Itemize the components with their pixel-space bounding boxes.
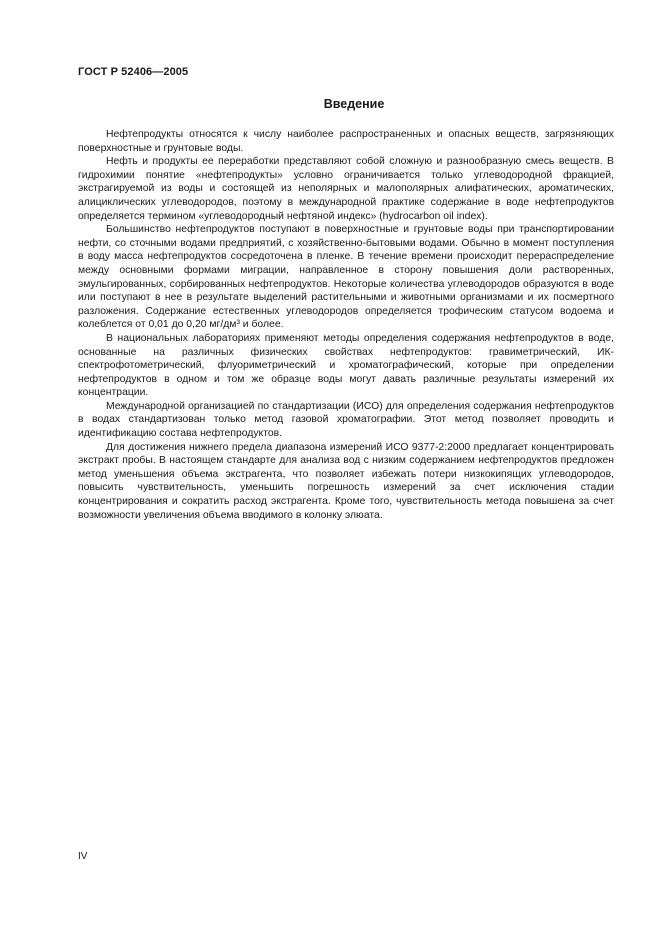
paragraph: Нефтепродукты относятся к числу наиболее распространенных и опасных веществ, загрязняющих поверхностные и грунтовые воды. [78,129,614,154]
section-title: Введение [323,97,385,111]
paragraph: Для достижения нижнего предела диапазона измерений ИСО 9377-2:2000 предлагает концентрировать экстракт пробы. В настоящем стандарте для анализа вод с низким содержанием нефтепродуктов предложен метод уменьшения объема экстрагента, что позволяет избежать потери низкокипящих углеводородов, повысить чувствительность, уменьшить погрешность измерений за счет исключения стадии концентрирования и сократить расход экстрагента. Кроме того, чувствительность метода повышена за счет возможности увеличения объема вводимого в колонку элюата. [78,441,614,521]
paragraph: Международной организацией по стандартизации (ИСО) для определения содержания нефтепродуктов в водах стандартизован только метод газовой хроматографии. Этот метод позволяет проводить и идентификацию состава нефтепродуктов. [78,400,614,440]
page-number: IV [78,851,88,862]
paragraph: Большинство нефтепродуктов поступают в поверхностные и грунтовые воды при транспортировании нефти, со сточными водами предприятий, с хозяйственно-бытовыми водами. Обычно в момент поступления в воду масса нефтепродуктов сосредоточена в пленке. В течение времени происходит перераспределение между основными формами миграции, направленное в сторону повышения доли растворенных, эмульгированных, сорбированных нефтепродуктов. Некоторые количества углеводородов образуются в воде или поступают в нее в результате выделений растительными и животными организмами и их посмертного разложения. Содержание естественных углеводородов определяется трофическим статусом водоема и колеблется от 0,01 до 0,20 мг/дм³ и более. [78,224,614,331]
body-text [78,128,614,522]
paragraph: Нефть и продукты ее переработки представляют собой сложную и разнообразную смесь веществ. В гидрохимии понятие «нефтепродукты» условно ограничивается только углеводородной фракцией, экстрагируемой из воды и состоящей из неполярных и малополярных алифатических, ароматических, алициклических углеводородов, поэтому в международной практике содержание в воде нефтепродуктов определяется термином «углеводородный нефтяной индекс» (hydrocarbon oil index). [78,156,614,222]
paragraph: В национальных лабораториях применяют методы определения содержания нефтепродуктов в воде, основанные на различных физических свойствах нефтепродуктов: гравиметрический, ИК-спектрофотометрический, флуориметрический и хроматографический, которые при определении нефтепродуктов в одном и том же образце воды могут давать различные результаты измерений их концентрации. [78,332,614,399]
document-header: ГОСТ Р 52406—2005 [78,66,189,78]
